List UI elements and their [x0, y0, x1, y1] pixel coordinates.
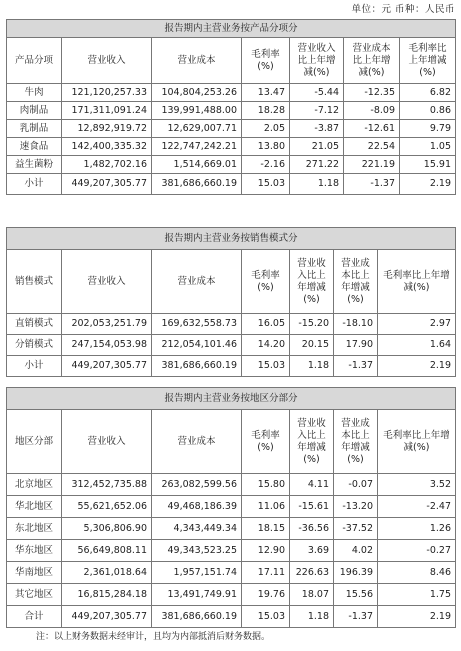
margin-cell: 17.11: [242, 562, 290, 584]
row-label: 速食品: [7, 138, 62, 156]
header-cell: 营业收入 比上年增 减(%): [290, 38, 344, 84]
cost-change-cell: -1.37: [334, 356, 378, 377]
revenue-change-cell: -3.87: [290, 120, 344, 138]
header-cell: 营业收 入比上 年增减 (%): [290, 250, 334, 314]
revenue-cell: 121,120,257.33: [62, 84, 152, 102]
table-row: [7, 138, 456, 156]
margin-change-cell: 15.91: [400, 156, 456, 174]
cost-change-cell: -18.10: [334, 314, 378, 335]
revenue-cell: 55,621,652.06: [62, 496, 152, 518]
cost-cell: 381,686,660.19: [152, 174, 242, 195]
revenue-cell: 56,649,808.11: [62, 540, 152, 562]
margin-cell: 13.47: [242, 84, 290, 102]
margin-change-cell: 0.86: [400, 102, 456, 120]
revenue-cell: 12,892,919.72: [62, 120, 152, 138]
revenue-change-cell: -7.12: [290, 102, 344, 120]
region-segment-table: [6, 387, 456, 628]
margin-cell: 15.80: [242, 474, 290, 496]
header-cell: 地区分部: [7, 410, 62, 474]
row-label: 牛肉: [7, 84, 62, 102]
revenue-cell: 202,053,251.79: [62, 314, 152, 335]
cost-cell: 13,491,749.91: [152, 584, 242, 606]
revenue-cell: 312,452,735.88: [62, 474, 152, 496]
revenue-cell: 142,400,335.32: [62, 138, 152, 156]
revenue-cell: 171,311,091.24: [62, 102, 152, 120]
row-label: 合计: [7, 606, 62, 628]
margin-cell: 18.28: [242, 102, 290, 120]
cost-change-cell: 22.54: [344, 138, 400, 156]
header-cell: 营业收 入比上 年增减 (%): [290, 410, 334, 474]
cost-cell: 381,686,660.19: [152, 606, 242, 628]
cost-change-cell: 17.90: [334, 335, 378, 356]
cost-change-cell: -0.07: [334, 474, 378, 496]
table-row: [7, 562, 456, 584]
cost-change-cell: -12.35: [344, 84, 400, 102]
revenue-change-cell: -5.44: [290, 84, 344, 102]
header-cell: 毛利率 (%): [242, 38, 290, 84]
cost-change-cell: -13.20: [334, 496, 378, 518]
revenue-change-cell: 226.63: [290, 562, 334, 584]
table-row: [7, 584, 456, 606]
cost-cell: 1,957,151.74: [152, 562, 242, 584]
cost-change-cell: -1.37: [344, 174, 400, 195]
cost-change-cell: -37.52: [334, 518, 378, 540]
header-cell: 营业成 本比上 年增减 (%): [334, 250, 378, 314]
cost-cell: 104,804,253.26: [152, 84, 242, 102]
table-row: [7, 314, 456, 335]
header-cell: 营业收入: [62, 250, 152, 314]
margin-cell: 15.03: [242, 174, 290, 195]
table-row: [7, 120, 456, 138]
margin-cell: 16.05: [242, 314, 290, 335]
header-cell: 营业成本 比上年增 减(%): [344, 38, 400, 84]
margin-change-cell: 6.82: [400, 84, 456, 102]
table-row: [7, 496, 456, 518]
subtotal-row: [7, 356, 456, 377]
header-cell: 产品分项: [7, 38, 62, 84]
table-row: [7, 335, 456, 356]
table-row: [7, 540, 456, 562]
row-label: 小计: [7, 356, 62, 377]
cost-cell: 122,747,242.21: [152, 138, 242, 156]
product-table-title: 报告期内主营业务按产品分项分: [7, 20, 456, 38]
margin-change-cell: 1.26: [378, 518, 456, 540]
header-cell: 毛利率比 上年增减 (%): [400, 38, 456, 84]
header-cell: 毛利率比上年增 减(%): [378, 250, 456, 314]
revenue-change-cell: 1.18: [290, 356, 334, 377]
margin-cell: 15.03: [242, 606, 290, 628]
cost-cell: 12,629,007.71: [152, 120, 242, 138]
margin-cell: 13.80: [242, 138, 290, 156]
product-segment-table: [6, 19, 456, 195]
row-label: 直销模式: [7, 314, 62, 335]
cost-change-cell: 4.02: [334, 540, 378, 562]
margin-change-cell: 2.97: [378, 314, 456, 335]
margin-change-cell: 9.79: [400, 120, 456, 138]
header-cell: 营业成本: [152, 38, 242, 84]
revenue-cell: 16,815,284.18: [62, 584, 152, 606]
cost-cell: 139,991,488.00: [152, 102, 242, 120]
sales-table-title: 报告期内主营业务按销售模式分: [7, 228, 456, 250]
margin-cell: 11.06: [242, 496, 290, 518]
cost-cell: 263,082,599.56: [152, 474, 242, 496]
revenue-cell: 1,482,702.16: [62, 156, 152, 174]
margin-change-cell: -2.47: [378, 496, 456, 518]
header-cell: 营业收入: [62, 410, 152, 474]
footnote: 注：以上财务数据未经审计，且均为内部抵消后财务数据。: [36, 632, 271, 642]
margin-change-cell: 2.19: [378, 606, 456, 628]
margin-change-cell: 1.75: [378, 584, 456, 606]
margin-cell: 15.03: [242, 356, 290, 377]
margin-cell: 19.76: [242, 584, 290, 606]
margin-cell: 14.20: [242, 335, 290, 356]
revenue-change-cell: 271.22: [290, 156, 344, 174]
revenue-change-cell: 1.18: [290, 606, 334, 628]
cost-change-cell: 196.39: [334, 562, 378, 584]
row-label: 其它地区: [7, 584, 62, 606]
unit-currency-line: 单位：元 币种：人民币: [351, 4, 455, 15]
table-row: [7, 518, 456, 540]
margin-change-cell: 8.46: [378, 562, 456, 584]
cost-cell: 1,514,669.01: [152, 156, 242, 174]
revenue-cell: 449,207,305.77: [62, 356, 152, 377]
sales-mode-table: [6, 227, 456, 377]
row-label: 乳制品: [7, 120, 62, 138]
table-row: [7, 84, 456, 102]
revenue-change-cell: 20.15: [290, 335, 334, 356]
cost-change-cell: 15.56: [334, 584, 378, 606]
cost-change-cell: -8.09: [344, 102, 400, 120]
header-cell: 毛利率 (%): [242, 250, 290, 314]
total-row: [7, 606, 456, 628]
cost-cell: 4,343,449.34: [152, 518, 242, 540]
margin-change-cell: -0.27: [378, 540, 456, 562]
header-cell: 毛利率 (%): [242, 410, 290, 474]
row-label: 华东地区: [7, 540, 62, 562]
row-label: 益生菌粉: [7, 156, 62, 174]
revenue-change-cell: 1.18: [290, 174, 344, 195]
row-label: 华南地区: [7, 562, 62, 584]
header-cell: 营业收入: [62, 38, 152, 84]
row-label: 华北地区: [7, 496, 62, 518]
margin-change-cell: 1.05: [400, 138, 456, 156]
header-cell: 销售模式: [7, 250, 62, 314]
cost-change-cell: -12.61: [344, 120, 400, 138]
margin-change-cell: 1.64: [378, 335, 456, 356]
revenue-change-cell: -15.61: [290, 496, 334, 518]
cost-change-cell: -1.37: [334, 606, 378, 628]
header-cell: 营业成 本比上 年增减 (%): [334, 410, 378, 474]
margin-change-cell: 3.52: [378, 474, 456, 496]
cost-cell: 169,632,558.73: [152, 314, 242, 335]
header-cell: 营业成本: [152, 410, 242, 474]
header-cell: 毛利率比上年增 减(%): [378, 410, 456, 474]
row-label: 肉制品: [7, 102, 62, 120]
revenue-cell: 5,306,806.90: [62, 518, 152, 540]
margin-change-cell: 2.19: [378, 356, 456, 377]
cost-cell: 212,054,101.46: [152, 335, 242, 356]
cost-cell: 49,343,523.25: [152, 540, 242, 562]
sales-header-row: [7, 250, 456, 314]
revenue-cell: 247,154,053.98: [62, 335, 152, 356]
revenue-change-cell: 4.11: [290, 474, 334, 496]
cost-cell: 49,468,186.39: [152, 496, 242, 518]
row-label: 小计: [7, 174, 62, 195]
revenue-change-cell: 18.07: [290, 584, 334, 606]
row-label: 东北地区: [7, 518, 62, 540]
row-label: 北京地区: [7, 474, 62, 496]
revenue-cell: 449,207,305.77: [62, 174, 152, 195]
revenue-change-cell: -15.20: [290, 314, 334, 335]
table-row: [7, 474, 456, 496]
revenue-change-cell: -36.56: [290, 518, 334, 540]
revenue-cell: 2,361,018.64: [62, 562, 152, 584]
margin-change-cell: 2.19: [400, 174, 456, 195]
margin-cell: -2.16: [242, 156, 290, 174]
margin-cell: 18.15: [242, 518, 290, 540]
table-row: [7, 156, 456, 174]
product-header-row: [7, 38, 456, 84]
subtotal-row: [7, 174, 456, 195]
revenue-change-cell: 3.69: [290, 540, 334, 562]
table-row: [7, 102, 456, 120]
margin-cell: 12.90: [242, 540, 290, 562]
margin-cell: 2.05: [242, 120, 290, 138]
row-label: 分销模式: [7, 335, 62, 356]
cost-change-cell: 221.19: [344, 156, 400, 174]
revenue-cell: 449,207,305.77: [62, 606, 152, 628]
cost-cell: 381,686,660.19: [152, 356, 242, 377]
header-cell: 营业成本: [152, 250, 242, 314]
region-header-row: [7, 410, 456, 474]
revenue-change-cell: 21.05: [290, 138, 344, 156]
region-table-title: 报告期内主营业务按地区分部分: [7, 388, 456, 410]
